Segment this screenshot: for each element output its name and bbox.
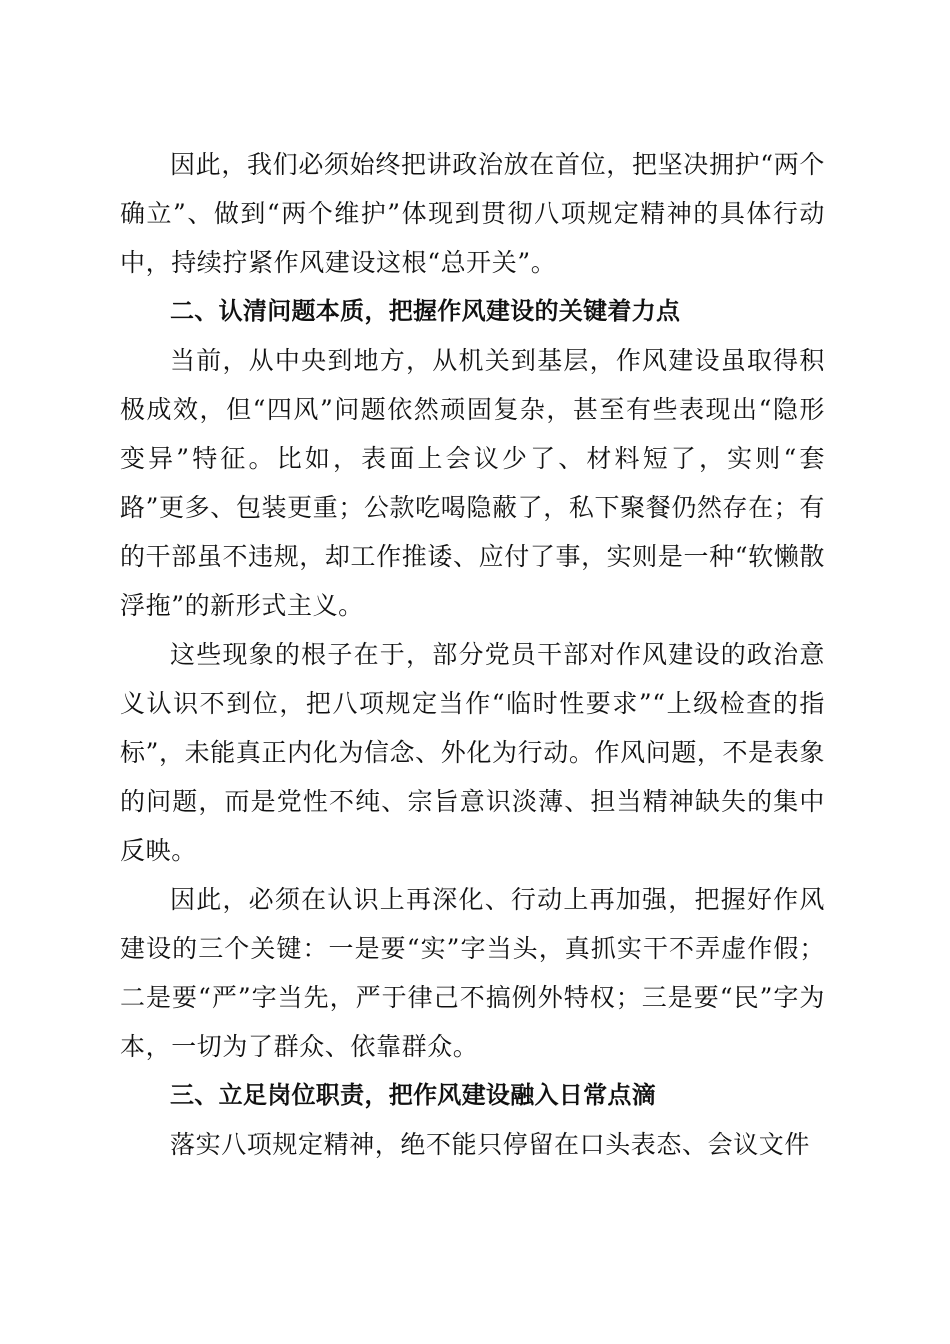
section-heading-3: 三、立足岗位职责，把作风建设融入日常点滴 bbox=[170, 1081, 656, 1109]
paragraph-current-situation: 当前，从中央到地方，从机关到基层，作风建设虽取得积极成效，但“四风”问题依然顽固复杂，甚至有些表现出“隐形变异”特征。比如，表面上会议少了、材料短了，实则“套路”更多、包装更重；公款吃喝隐蔽了，私下聚餐仍然存在；有的干部虽不违规，却工作推诿、应付了事，实则是一种“软懒散浮拖”的新形式主义。 bbox=[120, 346, 825, 620]
document-body bbox=[120, 140, 825, 1169]
section-heading-2: 二、认清问题本质，把握作风建设的关键着力点 bbox=[170, 297, 681, 325]
paragraph-three-keys: 因此，必须在认识上再深化、行动上再加强，把握好作风建设的三个关键：一是要“实”字当头，真抓实干不弄虚作假；二是要“严”字当先，严于律己不搞例外特权；三是要“民”字为本，一切为了群众、依靠群众。 bbox=[120, 885, 825, 1061]
paragraph-political-priority: 因此，我们必须始终把讲政治放在首位，把坚决拥护“两个确立”、做到“两个维护”体现到贯彻八项规定精神的具体行动中，持续拧紧作风建设这根“总开关”。 bbox=[120, 150, 825, 277]
paragraph-root-cause: 这些现象的根子在于，部分党员干部对作风建设的政治意义认识不到位，把八项规定当作“临时性要求”“上级检查的指标”，未能真正内化为信念、外化为行动。作风问题，不是表象的问题，而是党性不纯、宗旨意识淡薄、担当精神缺失的集中反映。 bbox=[120, 640, 825, 865]
paragraph-implementation: 落实八项规定精神，绝不能只停留在口头表态、会议文件 bbox=[170, 1130, 811, 1159]
